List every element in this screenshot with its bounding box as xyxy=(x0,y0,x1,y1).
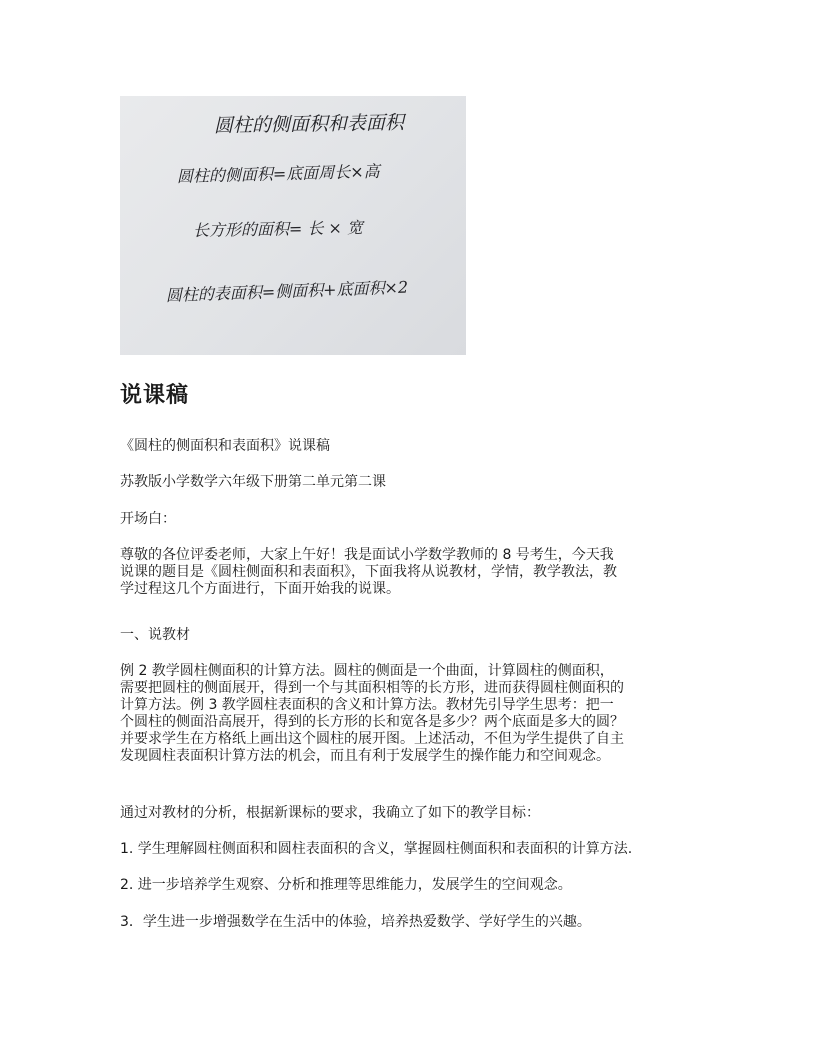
handwritten-notes-photo xyxy=(120,96,466,355)
paragraph-textbook-analysis: 例 2 教学圆柱侧面积的计算方法。圆柱的侧面是一个曲面，计算圆柱的侧面积， 需要把圆柱的侧面展开，得到一个与其面积相等的长方形，进而获得圆柱侧面积的 计算方法。例 3 教学圆柱表面积的含义和计算方法。教材先引导学生思考：把一 个圆柱的侧面沿高展开，得到的长方形的长和宽各是多少？两个底面是多大的圆？ 并要求学生在方格纸上画出这个圆柱的展开图。上述活动，不但为学生提供了自主 发现圆柱表面积计算方法的机会，而且有利于发展学生的操作能力和空间观念。 xyxy=(120,663,624,764)
photo-line-4: 圆柱的表面积=侧面积+底面积×2 xyxy=(165,277,409,305)
paragraph-opening-label: 开场白： xyxy=(120,511,176,527)
goal-item-2: 2. 进一步培养学生观察、分析和推理等思维能力，发展学生的空间观念。 xyxy=(120,877,572,893)
photo-line-1: 圆柱的侧面积和表面积 xyxy=(213,111,405,137)
handwritten-notes-drawing xyxy=(120,96,466,355)
paragraph-opening-remarks: 尊敬的各位评委老师，大家上午好！我是面试小学数学教师的 8 号考生，今天我 说课的题目是《圆柱侧面积和表面积》，下面我将从说教材，学情，教学教法，教 学过程这几个方面进行，下面开始我的说课。 xyxy=(120,547,617,597)
paragraph-goals-intro: 通过对教材的分析，根据新课标的要求，我确立了如下的教学目标： xyxy=(120,805,540,821)
photo-line-2: 圆柱的侧面积=底面周长×高 xyxy=(176,161,380,186)
section-heading-textbook: 一、说教材 xyxy=(120,627,190,643)
photo-line-3: 长方形的面积= 长 × 宽 xyxy=(192,218,364,240)
paragraph-textbook-info: 苏教版小学数学六年级下册第二单元第二课 xyxy=(120,474,386,490)
goal-item-3: 3．学生进一步增强数学在生活中的体验，培养热爱数学、学好学生的兴趣。 xyxy=(120,914,591,930)
goal-item-1: 1. 学生理解圆柱侧面积和圆柱表面积的含义，掌握圆柱侧面积和表面积的计算方法. xyxy=(120,841,633,857)
paragraph-lesson-title: 《圆柱的侧面积和表面积》说课稿 xyxy=(120,438,330,454)
page-heading: 说课稿 xyxy=(120,383,190,408)
